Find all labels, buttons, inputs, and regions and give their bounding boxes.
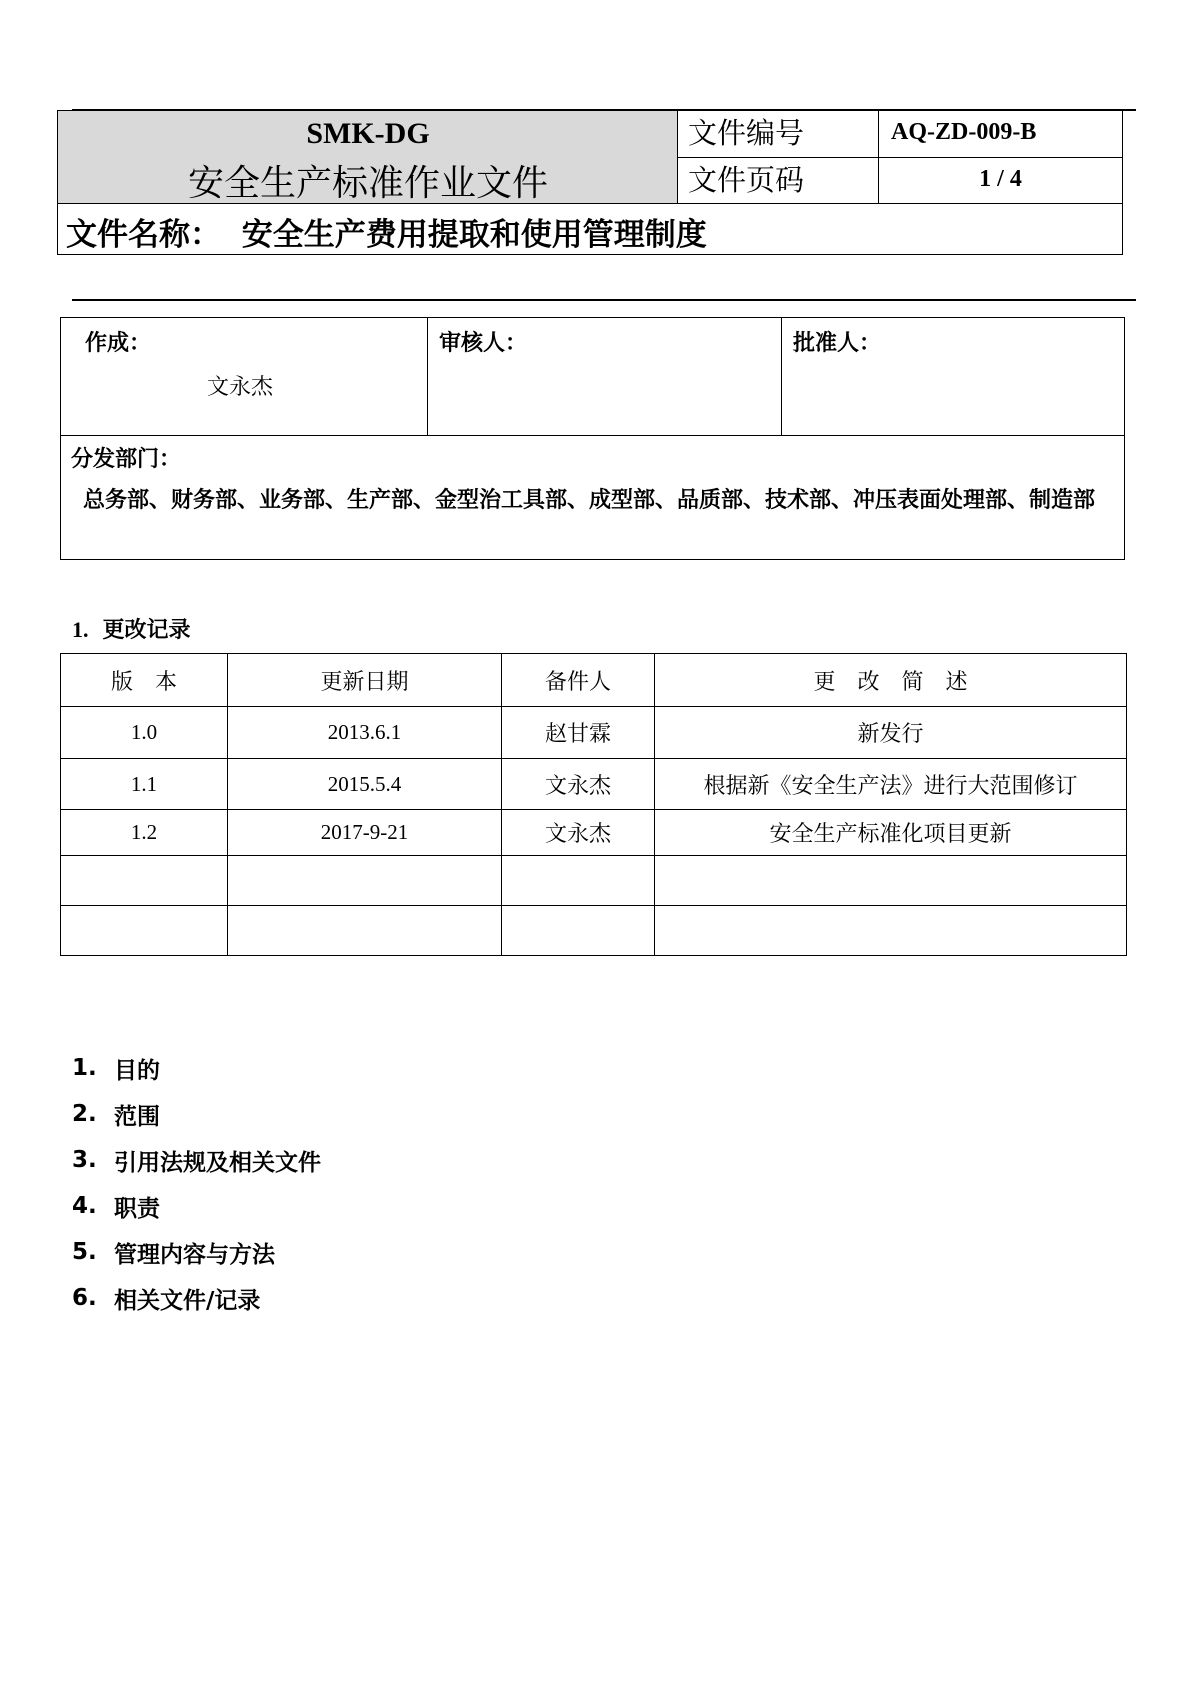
toc-number: 2.	[72, 1101, 97, 1127]
toc-number: 6.	[72, 1285, 97, 1311]
reviewer-label: 审核人：	[439, 331, 528, 356]
summary-cell	[655, 906, 1127, 956]
column-header: 备件人	[502, 654, 655, 707]
page-number: 1 / 4	[879, 158, 1122, 204]
table-row	[61, 906, 1127, 956]
toc-item	[72, 1183, 321, 1229]
section-title: 更改记录	[102, 618, 191, 643]
author-name: 文永杰	[207, 375, 274, 400]
toc-number: 5.	[72, 1239, 97, 1265]
summary-cell	[655, 856, 1127, 906]
date-cell: 2015.5.4	[228, 759, 502, 810]
summary-cell: 安全生产标准化项目更新	[655, 810, 1127, 856]
toc-number: 3.	[72, 1147, 97, 1173]
signoff-row-divider	[61, 435, 1124, 436]
change-record-table	[60, 653, 1127, 956]
version-cell	[61, 856, 228, 906]
version-cell: 1.1	[61, 759, 228, 810]
approver-label: 批准人：	[793, 331, 882, 356]
date-cell	[228, 856, 502, 906]
table-of-contents	[72, 1045, 321, 1321]
document-name	[66, 209, 707, 254]
doc-number-label: 文件编号	[678, 111, 878, 158]
toc-item	[72, 1045, 321, 1091]
distribution-label: 分发部门：	[71, 447, 182, 472]
toc-label: 目的	[114, 1057, 160, 1084]
toc-label: 范围	[114, 1103, 160, 1130]
signoff-table	[60, 317, 1125, 560]
summary-cell: 新发行	[655, 707, 1127, 759]
page-number-label: 文件页码	[678, 158, 878, 204]
signoff-divider	[781, 318, 782, 435]
column-header: 更新日期	[228, 654, 502, 707]
company-code: SMK-DG	[306, 117, 430, 150]
section-number: 1.	[72, 617, 89, 642]
change-record-heading	[72, 613, 191, 644]
signoff-divider	[427, 318, 428, 435]
separator-rule	[72, 299, 1136, 301]
toc-number: 1.	[72, 1055, 97, 1081]
toc-number: 4.	[72, 1193, 97, 1219]
date-cell	[228, 906, 502, 956]
version-cell: 1.2	[61, 810, 228, 856]
document-name-label: 文件名称：	[66, 217, 221, 253]
person-cell	[502, 856, 655, 906]
document-header	[57, 110, 1123, 255]
document-type: 安全生产标准作业文件	[187, 163, 548, 204]
table-row	[61, 810, 1127, 856]
toc-item	[72, 1275, 321, 1321]
person-cell: 文永杰	[502, 810, 655, 856]
toc-label: 引用法规及相关文件	[114, 1149, 321, 1176]
toc-item	[72, 1229, 321, 1275]
toc-item	[72, 1091, 321, 1137]
table-row	[61, 759, 1127, 810]
header-title-cell	[58, 111, 678, 204]
person-cell	[502, 906, 655, 956]
document-name-value: 安全生产费用提取和使用管理制度	[241, 217, 707, 253]
table-header-row	[61, 654, 1127, 707]
column-header: 更 改 简 述	[655, 654, 1127, 707]
distribution-departments: 总务部、财务部、业务部、生产部、金型治工具部、成型部、品质部、技术部、冲压表面处理部、制造部	[83, 488, 1096, 513]
version-cell: 1.0	[61, 707, 228, 759]
table-row	[61, 707, 1127, 759]
date-cell: 2017-9-21	[228, 810, 502, 856]
summary-cell: 根据新《安全生产法》进行大范围修订	[655, 759, 1127, 810]
column-header: 版 本	[61, 654, 228, 707]
toc-label: 管理内容与方法	[114, 1241, 275, 1268]
doc-number: AQ-ZD-009-B	[879, 111, 1122, 158]
person-cell: 文永杰	[502, 759, 655, 810]
author-label: 作成：	[85, 331, 152, 356]
person-cell: 赵甘霖	[502, 707, 655, 759]
toc-label: 职责	[114, 1195, 160, 1222]
version-cell	[61, 906, 228, 956]
toc-item	[72, 1137, 321, 1183]
date-cell: 2013.6.1	[228, 707, 502, 759]
table-row	[61, 856, 1127, 906]
toc-label: 相关文件/记录	[114, 1287, 261, 1314]
